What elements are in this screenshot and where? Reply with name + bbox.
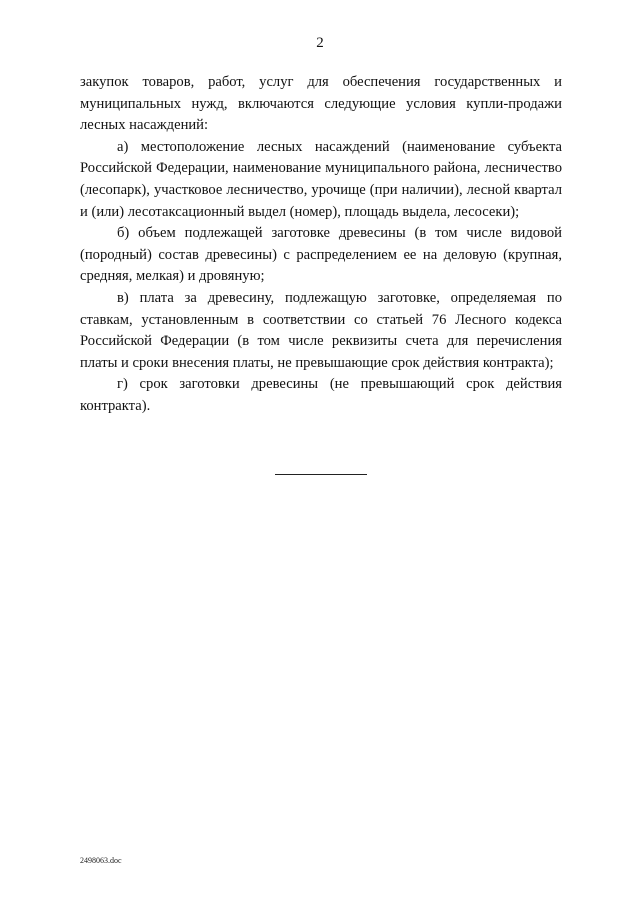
list-item-g: г) срок заготовки древесины (не превышающий срок действия контракта).: [80, 376, 562, 414]
document-code: 2498063.doc: [80, 856, 122, 865]
page-number: 2: [316, 35, 324, 51]
list-item-v: в) плата за древесину, подлежащую заготовке, определяемая по ставкам, установленным в соответствии со статьей 76 Лесного кодекса Российской Федерации (в том числе реквизиты счета для перечисления платы и сроки внесения платы, не превышающие срок действия контракта);: [80, 289, 562, 371]
intro-paragraph: закупок товаров, работ, услуг для обеспечения государственных и муниципальных нужд, включаются следующие условия купли-продажи лесных насаждений:: [80, 74, 562, 134]
end-divider: [275, 474, 367, 475]
list-item-a: а) местоположение лесных насаждений (наименование субъекта Российской Федерации, наименование муниципального района, лесничество (лесопарк), участковое лесничество, урочище (при наличии), лесной квартал и (или) лесотаксационный выдел (номер), площадь выдела, лесосеки);: [80, 138, 562, 220]
document-body: [80, 72, 562, 418]
list-item-b: б) объем подлежащей заготовке древесины (в том числе видовой (породный) состав древесины) с распределением ее на деловую (крупная, средняя, мелкая) и дровяную;: [80, 225, 562, 285]
